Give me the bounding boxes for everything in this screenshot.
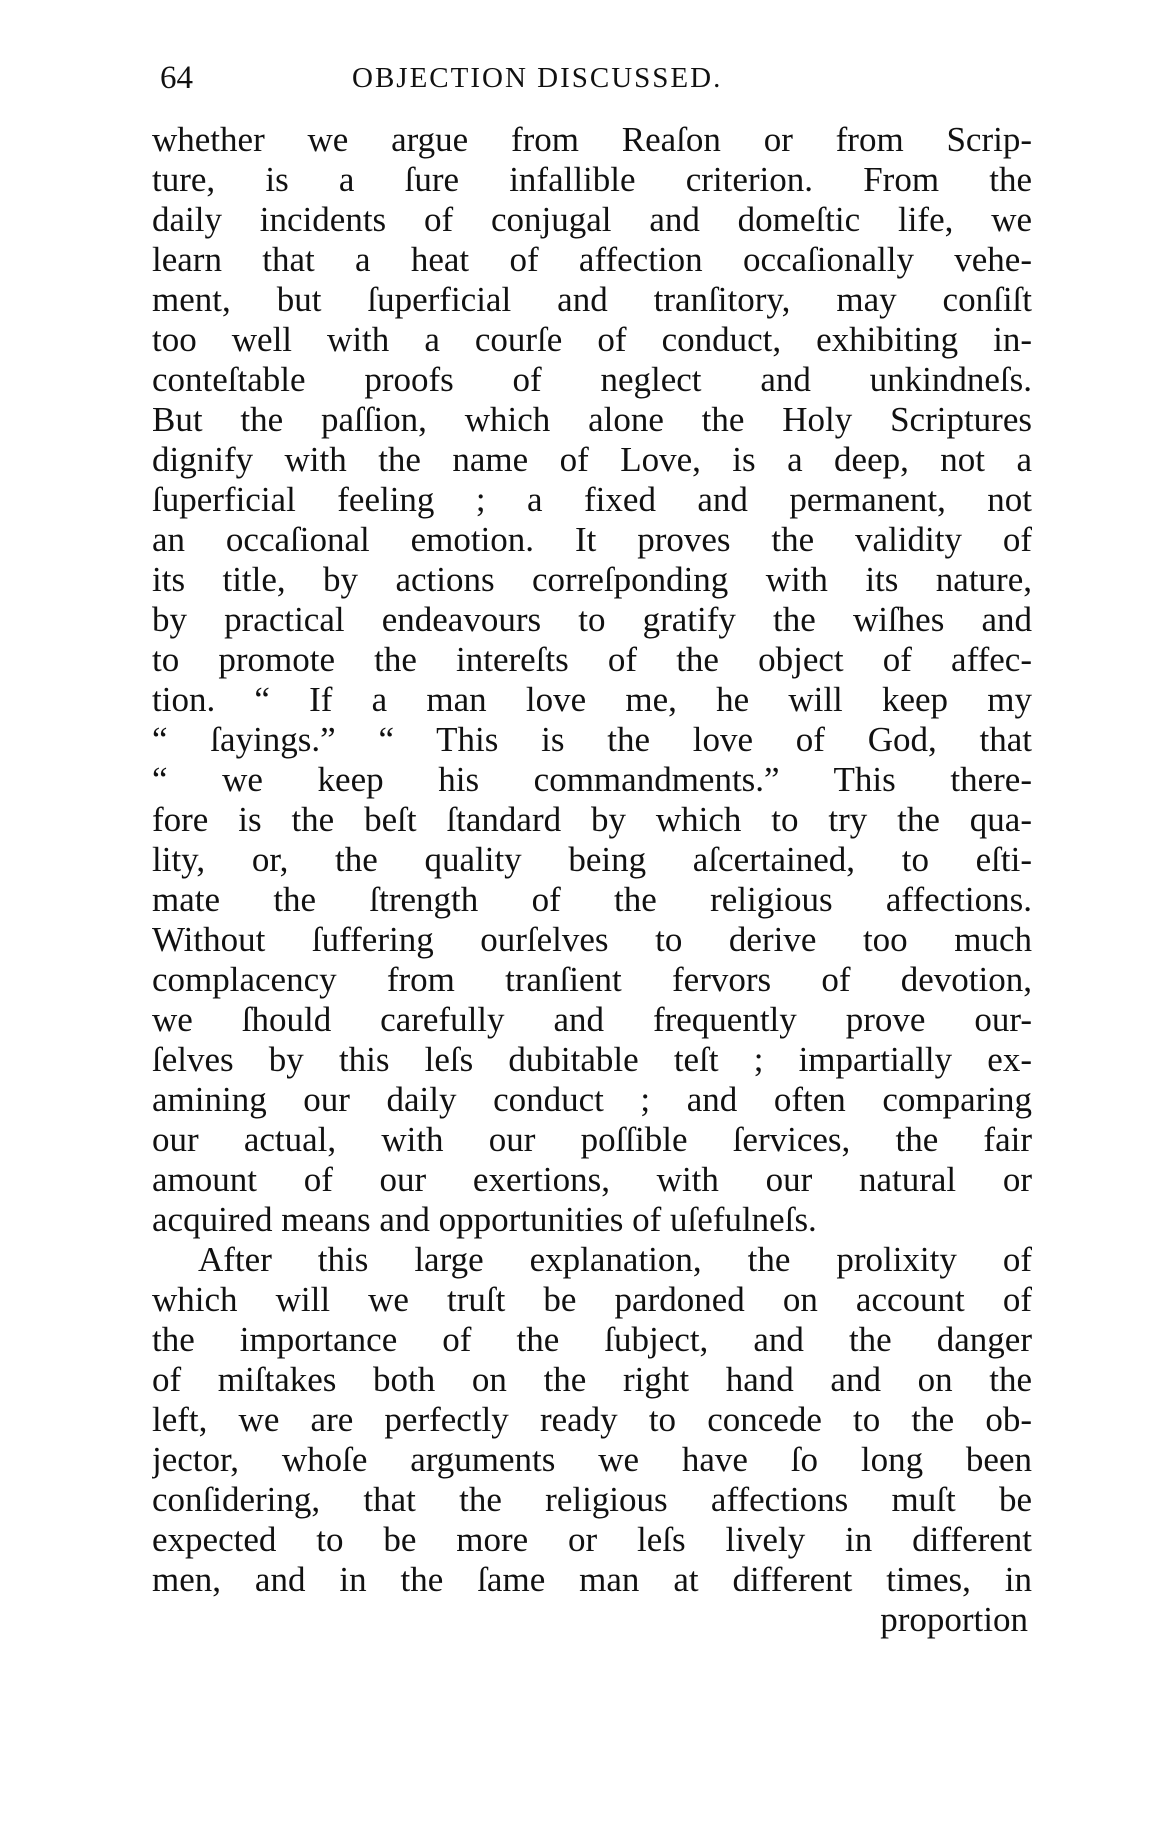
text-line: of miſtakes both on the right hand and on the [152, 1360, 1032, 1399]
text-line: amount of our exertions, with our natural or [152, 1160, 1032, 1199]
page-header [152, 56, 1032, 112]
text-line: Without ſuffering ourſelves to derive too much [152, 920, 1032, 959]
book-page [152, 56, 1032, 1640]
text-line: conteſtable proofs of neglect and unkindneſs. [152, 360, 1032, 399]
text-line: ture, is a ſure infallible criterion. From the [152, 160, 1032, 199]
text-line: But the paſſion, which alone the Holy Scriptures [152, 400, 1032, 439]
text-line: ment, but ſuperficial and tranſitory, may conſiſt [152, 280, 1032, 319]
text-line: our actual, with our poſſible ſervices, the fair [152, 1120, 1032, 1159]
text-line: mate the ſtrength of the religious affections. [152, 880, 1032, 919]
text-line: left, we are perfectly ready to concede to the ob- [152, 1400, 1032, 1439]
text-line: acquired means and opportunities of uſefulneſs. [152, 1200, 817, 1239]
running-head: OBJECTION DISCUSSED. [352, 62, 723, 94]
text-line: fore is the beſt ſtandard by which to try the qua- [152, 800, 1032, 839]
text-line: an occaſional emotion. It proves the validity of [152, 520, 1032, 559]
text-line: After this large explanation, the prolixity of [198, 1240, 1032, 1279]
text-line: its title, by actions correſponding with its nature, [152, 560, 1032, 599]
text-line: to promote the intereſts of the object of affec- [152, 640, 1032, 679]
body-text [152, 120, 1032, 1600]
text-line: jector, whoſe arguments we have ſo long been [152, 1440, 1032, 1479]
text-line: which will we truſt be pardoned on account of [152, 1280, 1032, 1319]
text-line: men, and in the ſame man at different times, in [152, 1560, 1032, 1599]
text-line: lity, or, the quality being aſcertained, to eſti- [152, 840, 1032, 879]
text-line: amining our daily conduct ; and often comparing [152, 1080, 1032, 1119]
text-line: tion. “ If a man love me, he will keep my [152, 680, 1032, 719]
text-line: whether we argue from Reaſon or from Scrip- [152, 120, 1032, 159]
text-line: daily incidents of conjugal and domeſtic life, we [152, 200, 1032, 239]
text-line: dignify with the name of Love, is a deep, not a [152, 440, 1032, 479]
text-line: ſuperficial feeling ; a fixed and permanent, not [152, 480, 1032, 519]
text-line: conſidering, that the religious affections muſt be [152, 1480, 1032, 1519]
text-line: the importance of the ſubject, and the danger [152, 1320, 1032, 1359]
text-line: we ſhould carefully and frequently prove our- [152, 1000, 1032, 1039]
catchword: proportion [880, 1600, 1028, 1639]
text-line: too well with a courſe of conduct, exhibiting in- [152, 320, 1032, 359]
page-number: 64 [160, 60, 193, 96]
text-line: learn that a heat of affection occaſionally vehe- [152, 240, 1032, 279]
text-line: expected to be more or leſs lively in different [152, 1520, 1032, 1559]
text-line: complacency from tranſient fervors of devotion, [152, 960, 1032, 999]
paragraph [152, 120, 1032, 1240]
paragraph [152, 1240, 1032, 1600]
text-line: by practical endeavours to gratify the wiſhes and [152, 600, 1032, 639]
text-line: “ we keep his commandments.” This there- [152, 760, 1032, 799]
text-line: ſelves by this leſs dubitable teſt ; impartially ex- [152, 1040, 1032, 1079]
text-line: “ ſayings.” “ This is the love of God, that [152, 720, 1032, 759]
